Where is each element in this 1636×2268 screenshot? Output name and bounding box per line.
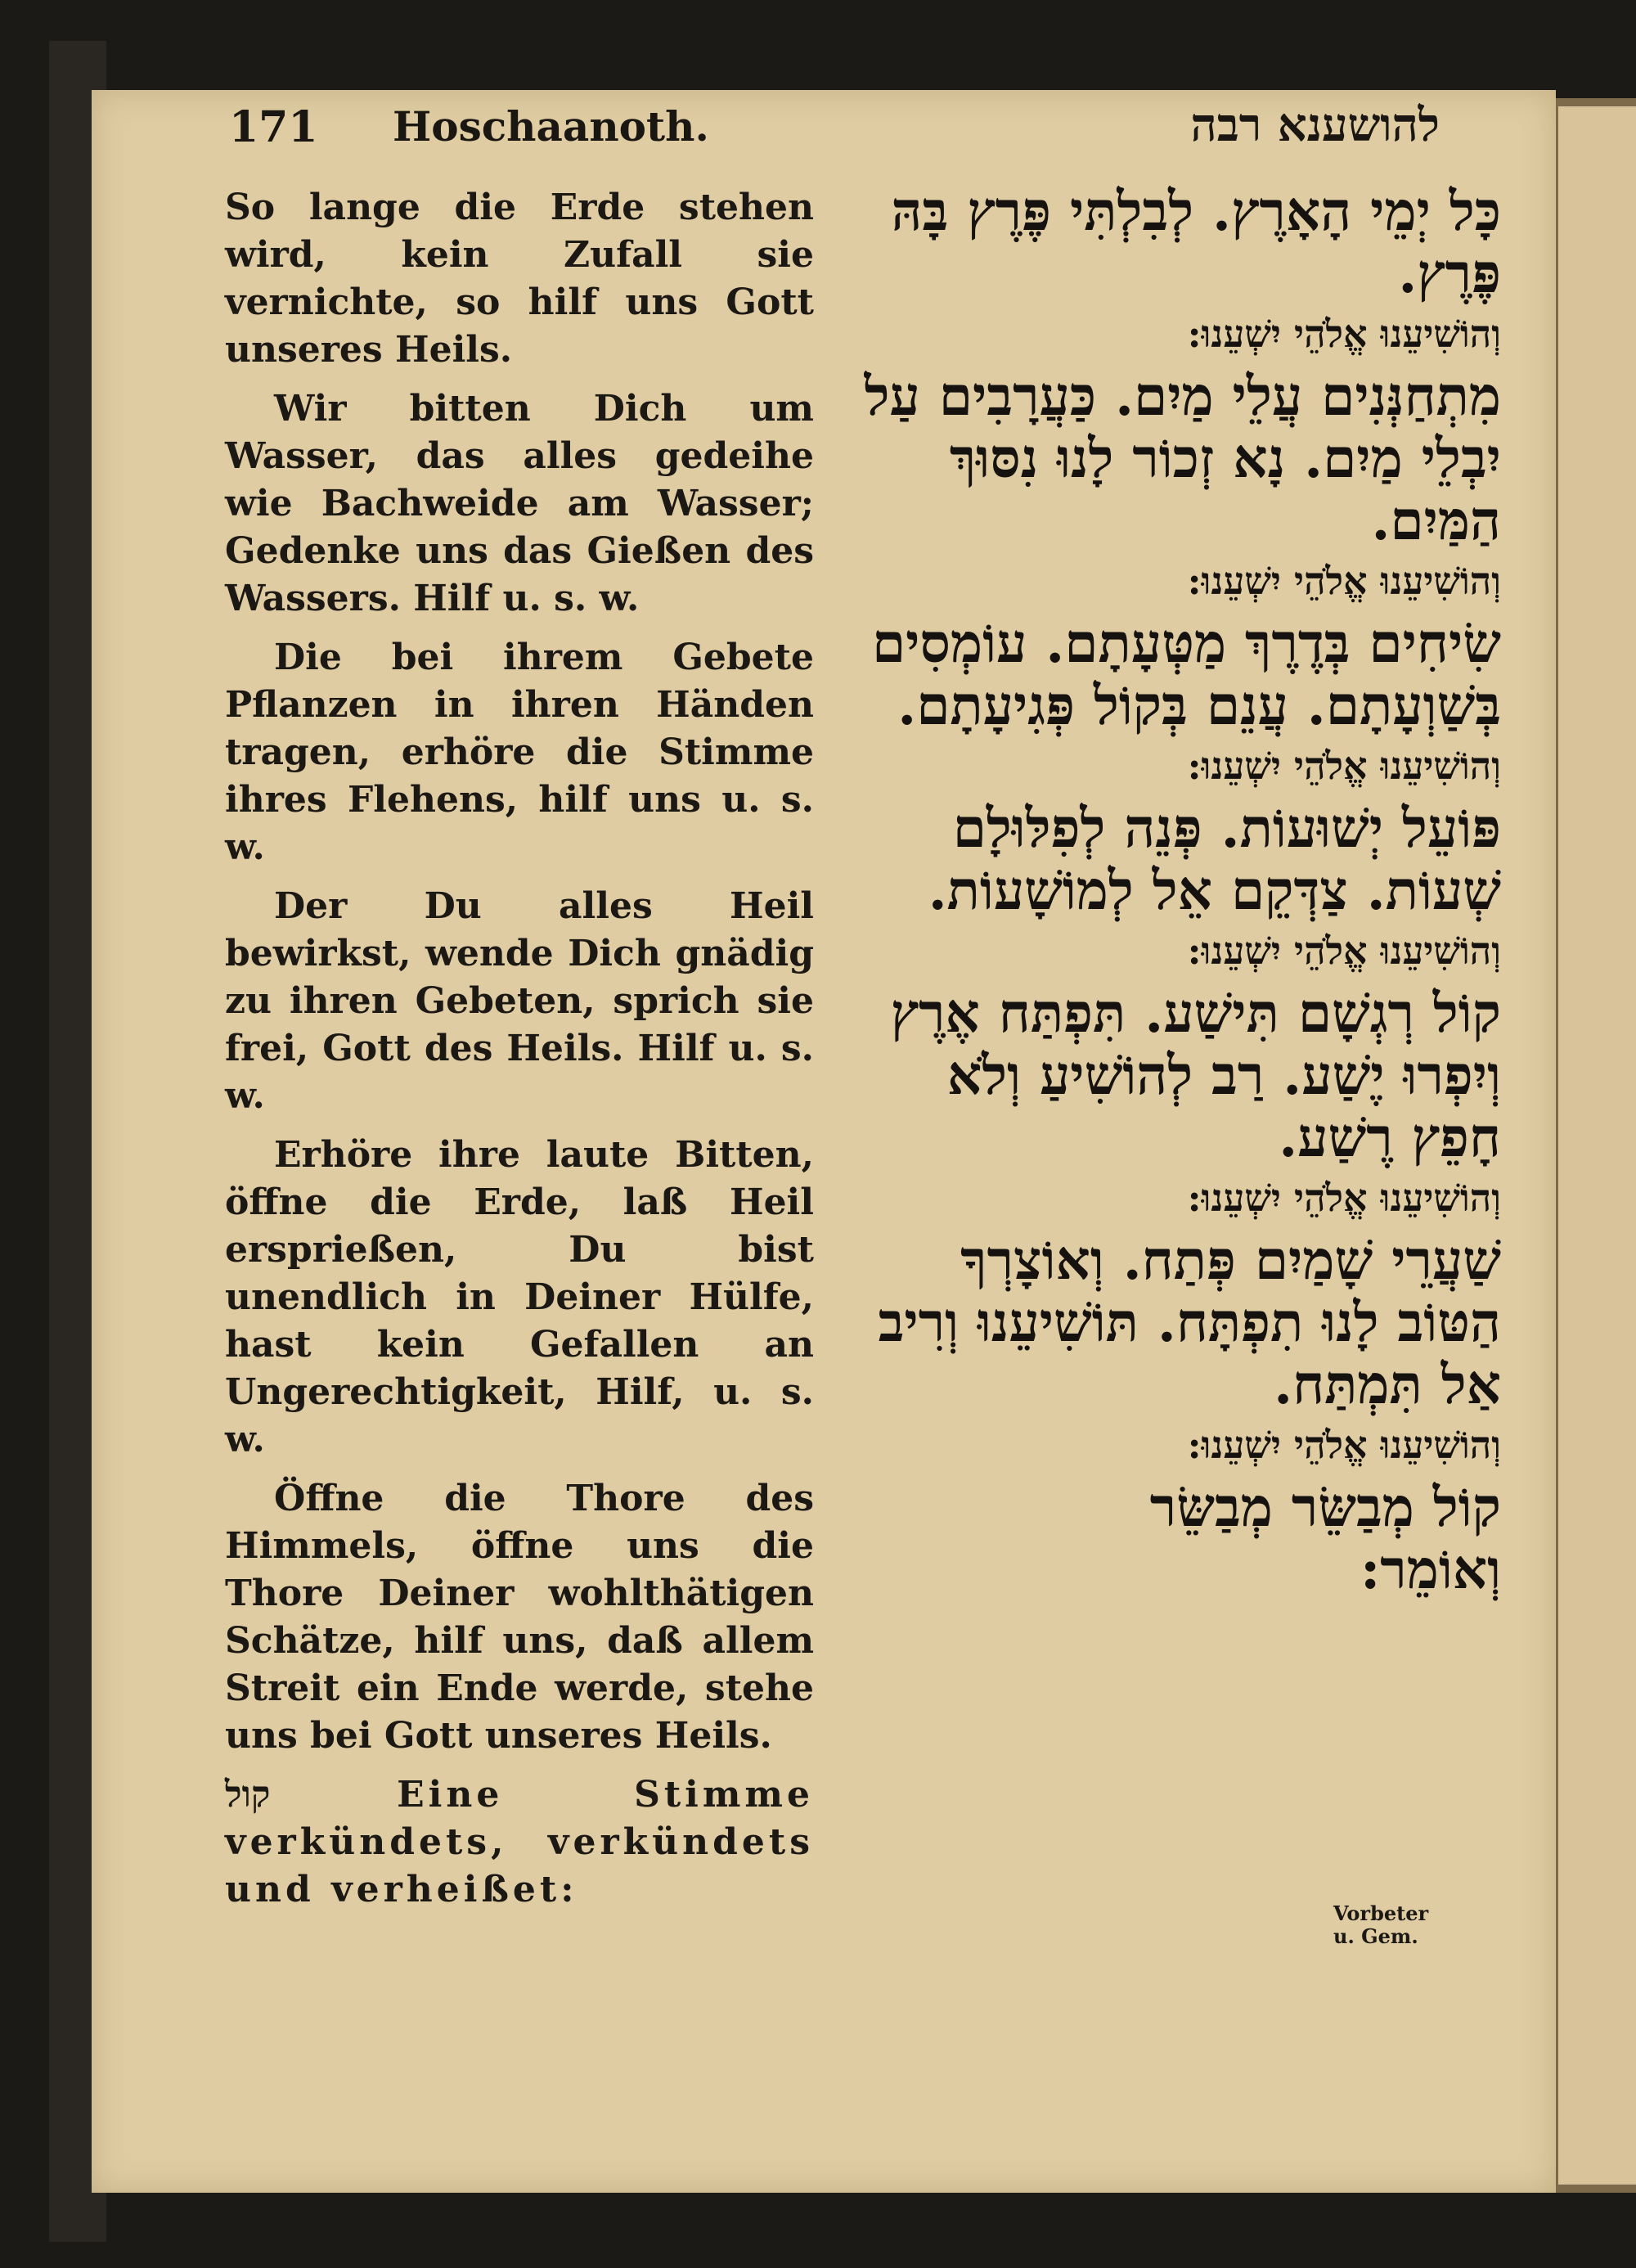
german-paragraph-6: Öffne die Thore des Himmels, öffne uns die Thore Deiner wohlthätigen Schätze, hilf uns, daß allem Streit ein Ende werde, stehe uns bei Gott unseres Heils. [225, 1478, 814, 1757]
hebrew-refrain: וְהוֹשִׁיעֵנוּ אֱלֹהֵי יִשְׁעֵנוּ: [1187, 929, 1501, 973]
hebrew-stanza-5: קוֹל רְגְשָׁם תִּישַׁע. תִּפְתַּח אֶרֶץ וְיִפְרוּ יֶשַׁע. רַב לְהוֹשִׁיעַ וְלֹא חָפֵץ רֶשַׁע. [890, 981, 1501, 1169]
hebrew-refrain: וְהוֹשִׁיעֵנוּ אֱלֹהֵי יִשְׁעֵנוּ: [1187, 312, 1501, 356]
german-paragraph-2: Wir bitten Dich um Wasser, das alles gedeihe wie Bachweide am Wasser; Gedenke uns das Gießen des Wassers. Hilf u. s. w. [225, 388, 814, 619]
german-paragraph-3: Die bei ihrem Gebete Pflanzen in ihren Händen tragen, erhöre die Stimme ihres Flehens, hilf uns u. s. w. [225, 637, 814, 868]
hebrew-stanza-1: כָּל יְמֵי הָאָרֶץ. לְבִלְתִּי פֶּרֶץ בָּהּ פֶּרֶץ. [891, 179, 1501, 305]
hebrew-refrain: וְהוֹשִׁיעֵנוּ אֱלֹהֵי יִשְׁעֵנוּ: [1187, 1176, 1501, 1220]
running-title: Hoschaanoth. [393, 102, 709, 151]
hebrew-refrain: וְהוֹשִׁיעֵנוּ אֱלֹהֵי יִשְׁעֵנוּ: [1187, 559, 1501, 603]
hebrew-refrain: וְהוֹשִׁיעֵנוּ אֱלֹהֵי יִשְׁעֵנוּ: [1187, 1423, 1501, 1467]
hebrew-stanza-6: שַׁעֲרֵי שָׁמַיִם פְּתַח. וְאוֹצָרְךָ הַטּוֹב לָנוּ תִפְתָּח. תּוֹשִׁיעֵנוּ וְרִיב אַל תִּמְתַּח. [878, 1228, 1501, 1416]
page-number: 171 [229, 102, 318, 152]
hebrew-stanza-7: קוֹל מְבַשֵּׂר מְבַשֵּׂר וְאוֹמֵר: [1149, 1475, 1501, 1601]
hebrew-stanza-3: שִׂיחִים בְּדֶרֶךְ מַטְּעָתָם. עוֹמְסִים בְּשַׁוְעָתָם. עֲנֵם בְּקוֹל פְּגִיעָתָם. [871, 611, 1501, 737]
german-translation-column [225, 184, 814, 1925]
hebrew-text-column [855, 180, 1501, 1600]
german-paragraph-7-text: Eine Stimme verkündets, verkündets und verheißet: [225, 1774, 814, 1910]
hebrew-stanza-2: מִתְחַנְּנִים עֲלֵי מַיִם. כַּעֲרָבִים עַל יִבְלֵי מַיִם. נָא זְכוֹר לָנוּ נִסּוּךְ הַמַּיִם. [864, 364, 1501, 552]
german-paragraph-5: Erhöre ihre laute Bitten, öffne die Erde, laß Heil ersprießen, Du bist unendlich in Deiner Hülfe, hast kein Gefallen an Ungerechtigkeit, Hilf, u. s. w. [225, 1134, 814, 1460]
hebrew-refrain: וְהוֹשִׁיעֵנוּ אֱלֹהֵי יִשְׁעֵנוּ: [1187, 744, 1501, 788]
facing-page-sliver [1558, 106, 1636, 2185]
hebrew-cue-word: קול [225, 1774, 271, 1816]
hebrew-title: להושענא רבה [1190, 98, 1440, 152]
german-paragraph-4: Der Du alles Heil bewirkst, wende Dich gnädig zu ihren Gebeten, sprich sie frei, Gott des Heils. Hilf u. s. w. [225, 885, 814, 1117]
german-paragraph-7 [225, 1771, 814, 1914]
rubric-note: Vorbeter u. Gem. [1333, 1901, 1429, 1948]
hebrew-stanza-4: פּוֹעֵל יְשׁוּעוֹת. פְּנֵה לְפִלּוּלָם שְׁעוֹת. צַדְּקֵם אֵל לְמוֹשָׁעוֹת. [928, 796, 1501, 922]
german-paragraph-1: So lange die Erde stehen wird, kein Zufall sie vernichte, so hilf uns Gott unseres Heils. [225, 187, 814, 371]
